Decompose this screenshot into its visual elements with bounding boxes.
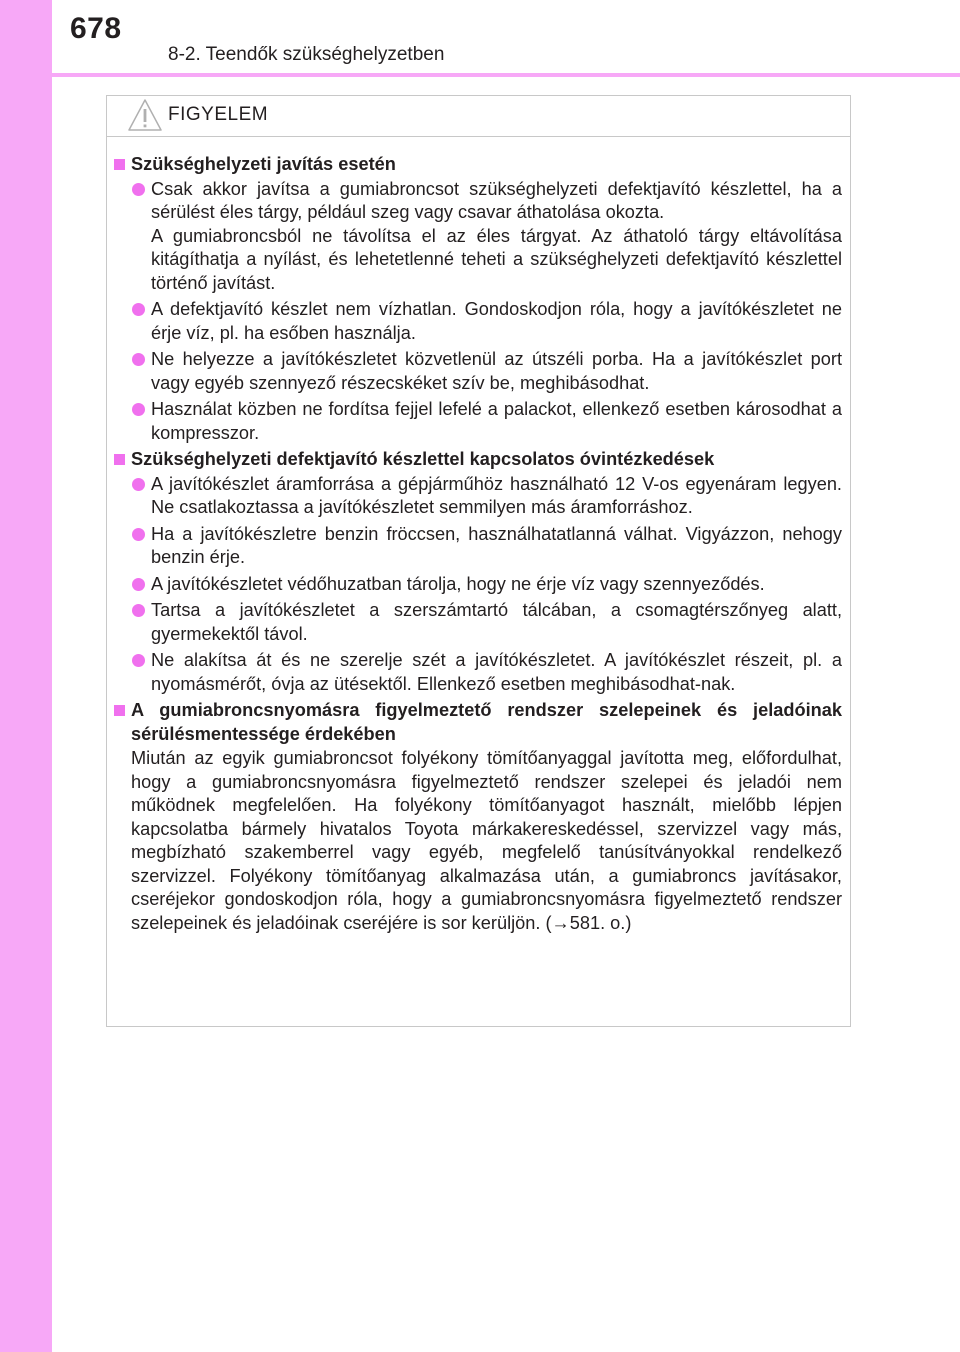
item-text: Használat közben ne fordítsa fejjel lefelé a palackot, ellenkező esetben károsodhat a kompresszor. xyxy=(151,399,842,443)
section-heading xyxy=(113,699,842,746)
item-text: A javítókészletet védőhuzatban tárolja, hogy ne érje víz vagy szennyeződés. xyxy=(151,573,765,594)
square-bullet-icon xyxy=(114,159,125,170)
round-bullet-icon xyxy=(132,654,145,667)
section-title: 8-2. Teendők szükséghelyzetben xyxy=(168,44,445,65)
round-bullet-icon xyxy=(132,604,145,617)
section-heading-text: A gumiabroncsnyomásra figyelmeztető rendszer szelepeinek és jeladóinak sérülésmentessége érdekében xyxy=(131,700,842,744)
warning-triangle-icon xyxy=(127,98,163,132)
item-text: Csak akkor javítsa a gumiabroncsot szükséghelyzeti defektjavító készlettel, ha a sérülést éles tárgy, például szeg vagy csavar áthatolása okozta. xyxy=(151,178,842,222)
item-text: Tartsa a javítókészletet a szerszámtartó tálcában, a csomagtérszőnyeg alatt, gyermekektől távol. xyxy=(151,600,842,644)
item-text: A defektjavító készlet nem vízhatlan. Gondoskodjon róla, hogy a javítókészletet ne érje víz, pl. ha esőben használja. xyxy=(151,299,842,343)
item-text: Ne alakítsa át és ne szerelje szét a javítókészletet. A javítókészlet részeit, pl. a nyomásmérőt, óvja az ütésektől. Ellenkező esetben meghibásodhat-nak. xyxy=(151,650,842,694)
round-bullet-icon xyxy=(132,353,145,366)
section-heading-text: Szükséghelyzeti defektjavító készlettel kapcsolatos óvintézkedések xyxy=(131,449,715,469)
item-text: Ha a javítókészletre benzin fröccsen, használhatatlanná válhat. Vigyázzon, nehogy benzin érje. xyxy=(151,523,842,567)
round-bullet-icon xyxy=(132,183,145,196)
round-bullet-icon xyxy=(132,578,145,591)
paragraph-text: Miután az egyik gumiabroncsot folyékony tömítőanyaggal javította meg, előfordulhat, hogy a gumiabroncsnyomásra figyelmeztető rendszer szelepei és jeladói nem működnek megfelelően. Ha folyékony tömítőanyagot használt, mielőbb lépjen kapcsolatba bármely hivatalos Toyota márkakereskedéssel, szervizzel vagy más, megbízható szakemberrel vagy egyéb, megfelelő tanúsítványokkal rendelkező szervizzel. Folyékony tömítőanyag alkalmazása után, a gumiabroncs javításakor, cseréjekor gondoskodjon róla, hogy a gumiabroncsnyomásra figyelmeztető rendszer szelepeinek és jeladóinak cseréjére is sor kerüljön. (→581. o.) xyxy=(131,748,842,933)
square-bullet-icon xyxy=(114,454,125,465)
list-item xyxy=(113,573,842,597)
warning-box xyxy=(106,95,851,1027)
round-bullet-icon xyxy=(132,303,145,316)
list-item xyxy=(113,298,842,345)
item-text: A javítókészlet áramforrása a gépjárműhöz használható 12 V-os egyenáram legyen. Ne csatlakoztassa a javítókészletet semmilyen más áramforráshoz. xyxy=(151,473,842,517)
list-item xyxy=(113,473,842,520)
item-text: Ne helyezze a javítókészletet közvetlenül az útszéli porba. Ha a javítókészlet port vagy egyéb szennyező részecskéket szív be, meghibásodhat. xyxy=(151,349,842,393)
list-item xyxy=(113,178,842,296)
section-heading xyxy=(113,153,842,177)
round-bullet-icon xyxy=(132,528,145,541)
page-number: 678 xyxy=(70,12,122,45)
list-item xyxy=(113,398,842,445)
warning-header xyxy=(107,96,850,137)
section-paragraph xyxy=(113,747,842,935)
section-heading-text: Szükséghelyzeti javítás esetén xyxy=(131,154,396,174)
round-bullet-icon xyxy=(132,478,145,491)
warning-title: FIGYELEM xyxy=(168,104,269,125)
page-header xyxy=(52,0,960,74)
item-text: A gumiabroncsból ne távolítsa el az éles tárgyat. Az áthatoló tárgy eltávolítása kitágíthatja a nyílást, és lehetetlenné teheti a szükséghelyzeti defektjavító készlettel történő javítást. xyxy=(151,225,842,293)
square-bullet-icon xyxy=(114,705,125,716)
header-divider xyxy=(52,73,960,77)
list-item xyxy=(113,348,842,395)
warning-body xyxy=(107,137,850,935)
list-item xyxy=(113,649,842,696)
round-bullet-icon xyxy=(132,403,145,416)
list-item xyxy=(113,523,842,570)
side-tab-strip xyxy=(0,0,52,1352)
list-item xyxy=(113,599,842,646)
section-heading xyxy=(113,448,842,472)
